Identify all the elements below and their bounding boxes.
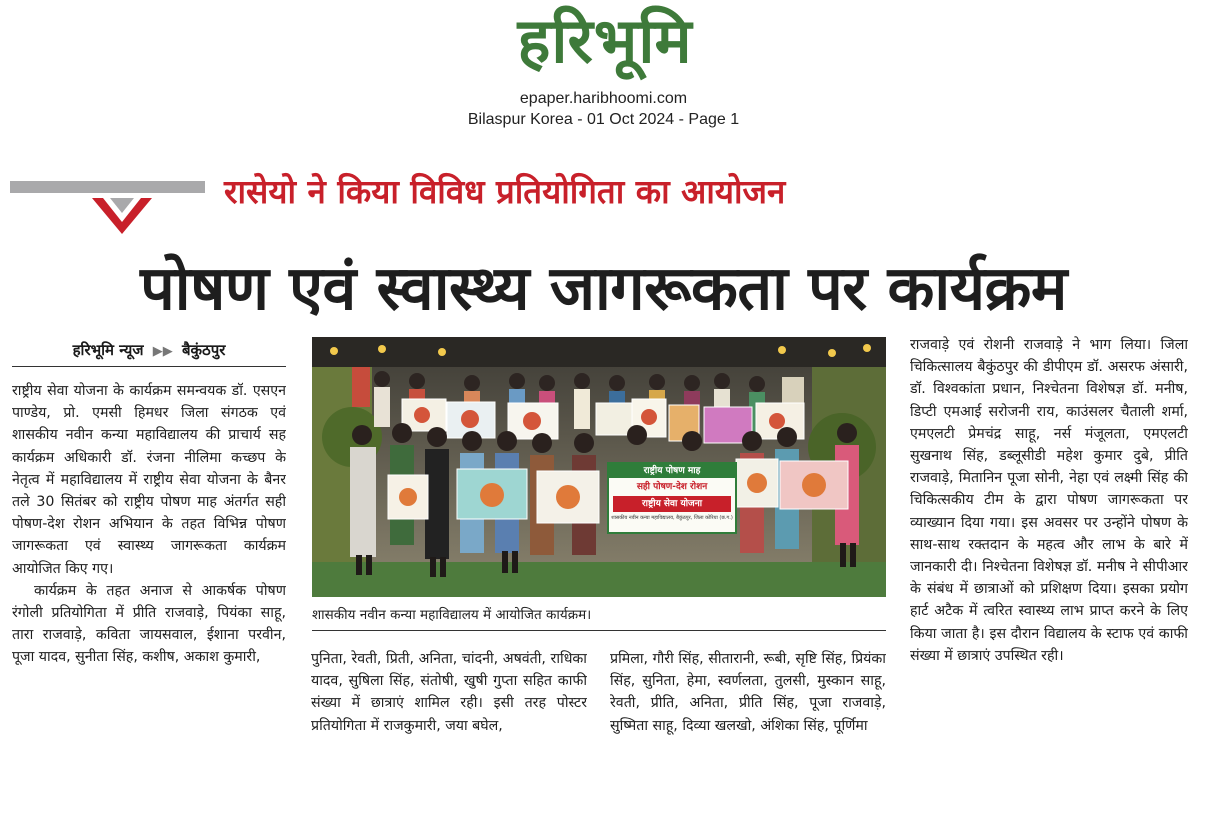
article-column-2 [311, 648, 587, 772]
chevron-down-icon [92, 196, 152, 236]
banner-line-1: राष्ट्रीय पोषण माह [609, 464, 735, 478]
edition-info: Bilaspur Korea - 01 Oct 2024 - Page 1 [467, 111, 740, 128]
article-photo [312, 337, 886, 597]
byline-source: हरिभूमि न्यूज [72, 341, 144, 359]
article-column-4 [910, 334, 1188, 774]
paragraph: पुनिता, रेवती, प्रिती, अनिता, चांदनी, अषवंती, राधिका यादव, सुषिला सिंह, संतोषी, खुषी गुप्ता सहित काफी संख्या में छात्राएं शामिल रही। इसी तरह पोस्टर प्रतियोगिता में राजकुमारी, जया बघेल, [311, 651, 587, 734]
byline-place: बैकुंठपुर [181, 341, 226, 359]
kicker-decorative-bar [10, 181, 205, 193]
photo-caption: शासकीय नवीन कन्या महाविद्यालय में आयोजित कार्यक्रम। [312, 604, 886, 631]
banner-line-4: शासकीय नवीन कन्या महाविद्यालय, बैकुंठपुर, जिला कोरिया (छ.ग.) [611, 515, 733, 521]
article-headline: पोषण एवं स्वास्थ्य जागरूकता पर कार्यक्रम [140, 253, 1067, 324]
byline [12, 338, 286, 367]
fast-forward-icon: ▶▶ [152, 344, 173, 359]
haribhoomi-logo[interactable]: हरिभूमि [517, 4, 693, 77]
banner-line-3: राष्ट्रीय सेवा योजना [613, 496, 731, 512]
masthead [0, 0, 1207, 140]
banner-line-2: सही पोषण-देश रोशन [636, 482, 708, 492]
article-column-1 [12, 380, 286, 772]
paragraph: कार्यक्रम के तहत अनाज से आकर्षक पोषण रंगोली प्रतियोगिता में प्रीति राजवाड़े, पियंका साहू, तारा राजवाड़े, कविता जायसवाल, ईशाना परवीन, पूजा यादव, सुनीता सिंह, कशीष, अकाश कुमारी, [12, 582, 286, 666]
article-kicker: रासेयो ने किया विविध प्रतियोगिता का आयोजन [224, 172, 786, 211]
paragraph: राजवाड़े एवं रोशनी राजवाड़े ने भाग लिया। जिला चिकित्सालय बैकुंठपुर की डीपीएम डॉ. असरफ अंसारी, डॉ. विश्वकांता प्रधान, निश्चेतना विशेषज्ञ डॉ. मनीष, डिप्टी एमआई सरोजनी राय, काउंसलर चैताली शर्मा, एमएलटी प्रेमचंद्र साहू, नर्स मंजूलता, एमएलटी सुखनाथ सिंह, डब्लूसीडी महेश कुमार दुबे, प्रीति राजवाड़े, मितानिन पूजा सोनी, नेहा एवं लक्ष्मी सिंह की चिकित्सकीय टीम के द्वारा पोषण जागरूकता पर व्याख्यान दिया गया। इस अवसर पर उन्होंने पोषण के साथ-साथ रक्तदान के महत्व और लाभ के बारे में जानकारी दी। निश्चेतना विशेषज्ञ डॉ. मनीष ने सीपीआर के संबंध में छात्राओं को प्रशिक्षण दिया। इसका प्रयोग हार्ट अटैक में त्वरित स्वास्थ्य लाभ प्राप्त करने के लिए किया जाता है। इस दौरान विद्यालय के स्टाफ एवं काफी संख्या में छात्राएं उपस्थित रही। [910, 337, 1188, 664]
paragraph: प्रमिला, गौरी सिंह, सीतारानी, रूबी, सृष्टि सिंह, प्रियंका सिंह, सुनिता, हेमा, स्वर्णलता, तुलसी, मुस्कान साहू, रेवती, प्रीति, अनिता, प्रीति सिंह, पूजा राजवाड़े, सुष्मिता साहू, दिव्या खलखो, अंशिका सिंह, पूर्णिमा [610, 651, 886, 734]
epaper-url: epaper.haribhoomi.com [519, 90, 688, 107]
photo-banner [607, 462, 737, 534]
article-column-3 [610, 648, 886, 772]
paragraph: राष्ट्रीय सेवा योजना के कार्यक्रम समन्वयक डॉ. एसएन पाण्डेय, प्रो. एमसी हिमधर जिला संगठक एवं शासकीय नवीन कन्या महाविद्यालय की प्राचार्य सह कार्यक्रम अधिकारी डॉ. रंजना नीलिमा कच्छप के नेतृत्व में महाविद्यालय में राष्ट्रीय सेवा योजना के बैनर तले 30 सितंबर को राष्ट्रीय पोषण माह अंतर्गत सही पोषण-देश रोशन अभियान के तहत विभिन्न पोषण जागरूकता एवं स्वास्थ्य जागरूकता कार्यक्रम आयोजित किए गए। [12, 383, 286, 577]
group-photo-illustration [312, 337, 886, 597]
